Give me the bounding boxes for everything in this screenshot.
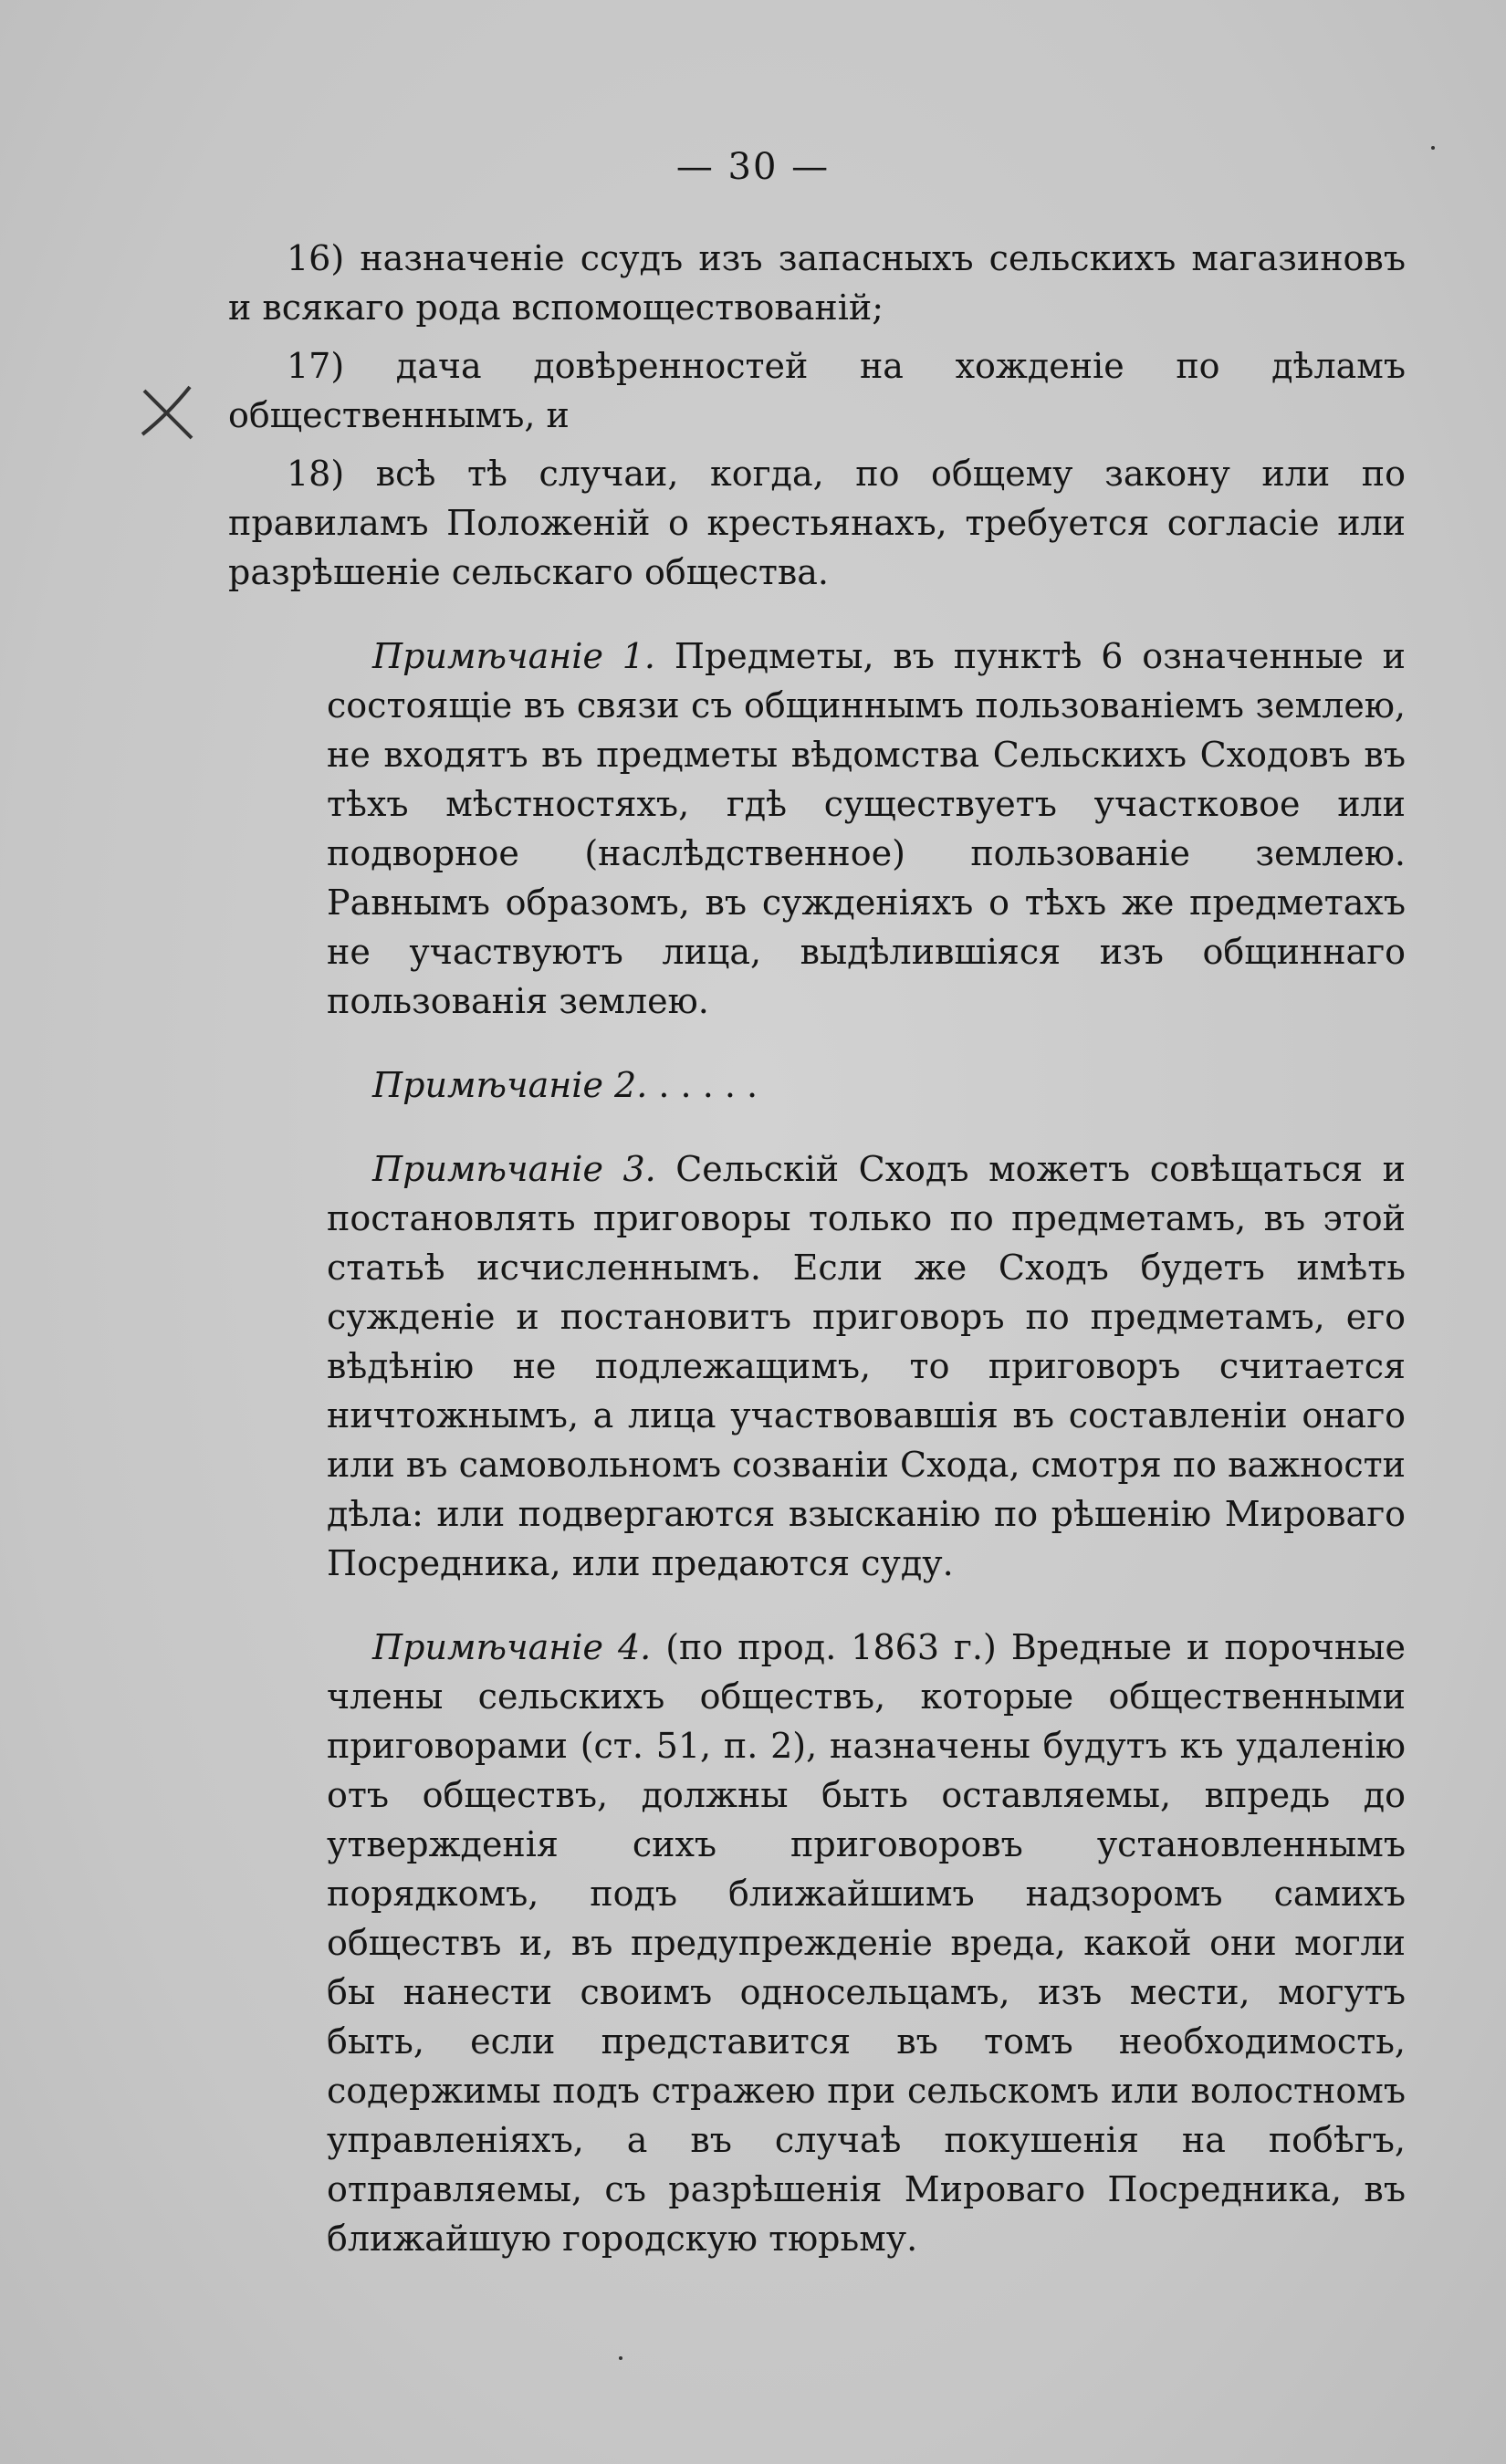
note-title: Примѣчаніе 4.	[372, 1627, 652, 1667]
list-item-16: 16) назначеніе ссудъ изъ запасныхъ сельскихъ магазиновъ и всякаго рода вспомоществованій;	[228, 238, 1406, 328]
note-text: . . . . .	[658, 1065, 758, 1105]
list-item-18: 18) всѣ тѣ случаи, когда, по общему закону или по правиламъ Положеній о крестьянахъ, требуется согласіе или разрѣшеніе сельскаго общества.	[228, 454, 1406, 592]
page-number: — 30 —	[675, 146, 831, 188]
note-text: (по прод. 1863 г.) Вредные и порочные члены сельскихъ обществъ, которые общественными приговорами (ст. 51, п. 2), назначены будутъ къ удаленію отъ обществъ, должны быть оставляемы, впредь до утвержденія сихъ приговоровъ установленнымъ порядкомъ, подъ ближайшимъ надзоромъ самихъ обществъ и, въ предупрежденіе вреда, какой они могли бы нанести своимъ односельцамъ, изъ мести, могутъ быть, если представится въ томъ необходимость, содержимы подъ стражею при сельскомъ или волостномъ управленіяхъ, а въ случаѣ покушенія на побѣгъ, отправляемы, съ разрѣшенія Мироваго Посредника, въ ближайшую городскую тюрьму.	[327, 1627, 1406, 2259]
note-2	[327, 1060, 1406, 1110]
paper-speck	[1431, 146, 1435, 150]
note-3	[327, 1144, 1406, 1588]
list-item-17: 17) дача довѣренностей на хожденіе по дѣламъ общественнымъ, и	[228, 346, 1406, 435]
margin-x-mark	[137, 381, 201, 445]
note-title: Примѣчаніе 3.	[372, 1149, 656, 1189]
note-1	[327, 632, 1406, 1026]
paper-speck	[619, 2356, 622, 2360]
page-body	[228, 234, 1406, 2272]
note-title: Примѣчаніе 2.	[372, 1065, 648, 1105]
note-text: Предметы, въ пунктѣ 6 означенные и состоящіе въ связи съ общиннымъ пользованіемъ землею, не входятъ въ предметы вѣдомства Сельскихъ Сходовъ въ тѣхъ мѣстностяхъ, гдѣ существуетъ участковое или подворное (наслѣдственное) пользованіе землею. Равнымъ образомъ, въ сужденіяхъ о тѣхъ же предметахъ не участвуютъ лица, выдѣлившіяся изъ общиннаго пользованія землею.	[327, 636, 1406, 1021]
note-title: Примѣчаніе 1.	[372, 636, 656, 676]
note-4	[327, 1623, 1406, 2263]
note-text: Сельскій Сходъ можетъ совѣщаться и постановлять приговоры только по предметамъ, въ этой статьѣ исчисленнымъ. Если же Сходъ будетъ имѣть сужденіе и постановитъ приговоръ по предметамъ, его вѣдѣнію не подлежащимъ, то приговоръ считается ничтожнымъ, а лица участвовавшія въ составленіи онаго или въ самовольномъ созваніи Схода, смотря по важности дѣла: или подвергаются взысканію по рѣшенію Мироваго Посредника, или предаются суду.	[327, 1149, 1406, 1583]
